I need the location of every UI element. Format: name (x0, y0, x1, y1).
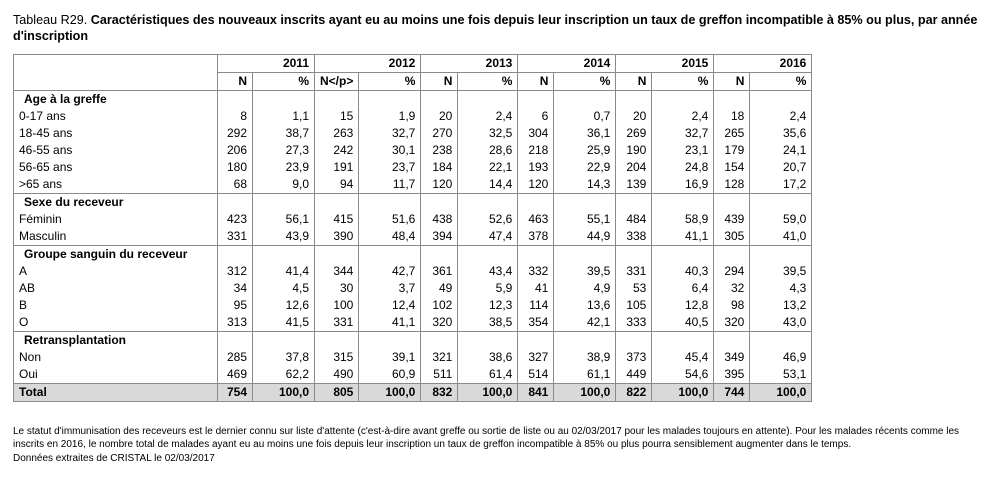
count-cell: 361 (421, 263, 458, 280)
empty-cell (218, 246, 253, 264)
total-count-cell: 744 (714, 384, 750, 402)
percent-cell: 16,9 (652, 176, 714, 194)
count-cell: 8 (218, 108, 253, 125)
empty-cell (315, 246, 359, 264)
n-header: N (421, 73, 458, 91)
section-title: Sexe du receveur (14, 194, 218, 212)
count-cell: 438 (421, 211, 458, 228)
total-percent-cell: 100,0 (458, 384, 518, 402)
row-label: 56-65 ans (14, 159, 218, 176)
row-label: 0-17 ans (14, 108, 218, 125)
row-label: Oui (14, 366, 218, 384)
percent-cell: 44,9 (554, 228, 616, 246)
percent-cell: 43,0 (750, 314, 812, 332)
year-header: 2013 (421, 55, 518, 73)
empty-cell (750, 332, 812, 350)
count-cell: 484 (616, 211, 652, 228)
percent-cell: 61,1 (554, 366, 616, 384)
empty-cell (518, 246, 554, 264)
count-cell: 20 (421, 108, 458, 125)
percent-cell: 39,5 (554, 263, 616, 280)
count-cell: 114 (518, 297, 554, 314)
count-cell: 270 (421, 125, 458, 142)
empty-cell (458, 332, 518, 350)
empty-cell (253, 91, 315, 109)
empty-cell (554, 332, 616, 350)
empty-cell (253, 246, 315, 264)
percent-cell: 41,5 (253, 314, 315, 332)
count-cell: 242 (315, 142, 359, 159)
table-row (14, 142, 812, 159)
count-cell: 105 (616, 297, 652, 314)
count-cell: 94 (315, 176, 359, 194)
total-count-cell: 832 (421, 384, 458, 402)
row-label: >65 ans (14, 176, 218, 194)
empty-cell (421, 246, 458, 264)
n-header: N (616, 73, 652, 91)
count-cell: 333 (616, 314, 652, 332)
empty-cell (518, 91, 554, 109)
percent-cell: 13,6 (554, 297, 616, 314)
corner-cell-sub (14, 73, 218, 91)
percent-cell: 2,4 (750, 108, 812, 125)
section-header (14, 91, 812, 109)
count-cell: 102 (421, 297, 458, 314)
section-header (14, 332, 812, 350)
corner-cell (14, 55, 218, 73)
count-cell: 20 (616, 108, 652, 125)
percent-cell: 12,4 (359, 297, 421, 314)
count-cell: 469 (218, 366, 253, 384)
percent-header: % (458, 73, 518, 91)
count-cell: 204 (616, 159, 652, 176)
total-percent-cell: 100,0 (750, 384, 812, 402)
count-cell: 344 (315, 263, 359, 280)
percent-cell: 23,9 (253, 159, 315, 176)
row-label: 18-45 ans (14, 125, 218, 142)
percent-cell: 41,4 (253, 263, 315, 280)
count-cell: 68 (218, 176, 253, 194)
count-cell: 321 (421, 349, 458, 366)
percent-cell: 54,6 (652, 366, 714, 384)
count-cell: 332 (518, 263, 554, 280)
percent-cell: 4,9 (554, 280, 616, 297)
count-cell: 180 (218, 159, 253, 176)
count-cell: 18 (714, 108, 750, 125)
count-cell: 218 (518, 142, 554, 159)
count-cell: 191 (315, 159, 359, 176)
table-row (14, 228, 812, 246)
total-count-cell: 841 (518, 384, 554, 402)
empty-cell (554, 246, 616, 264)
empty-cell (421, 194, 458, 212)
section-title: Retransplantation (14, 332, 218, 350)
percent-cell: 9,0 (253, 176, 315, 194)
count-cell: 41 (518, 280, 554, 297)
percent-cell: 12,6 (253, 297, 315, 314)
percent-cell: 55,1 (554, 211, 616, 228)
percent-cell: 36,1 (554, 125, 616, 142)
count-cell: 415 (315, 211, 359, 228)
percent-cell: 39,1 (359, 349, 421, 366)
table-number: Tableau R29. (13, 13, 88, 27)
percent-cell: 38,7 (253, 125, 315, 142)
percent-cell: 17,2 (750, 176, 812, 194)
percent-cell: 62,2 (253, 366, 315, 384)
table-row (14, 176, 812, 194)
empty-cell (359, 246, 421, 264)
empty-cell (616, 246, 652, 264)
total-percent-cell: 100,0 (253, 384, 315, 402)
percent-cell: 32,7 (359, 125, 421, 142)
empty-cell (554, 91, 616, 109)
percent-header: % (359, 73, 421, 91)
subheader-row (14, 73, 812, 91)
empty-cell (616, 91, 652, 109)
percent-cell: 47,4 (458, 228, 518, 246)
count-cell: 190 (616, 142, 652, 159)
percent-cell: 28,6 (458, 142, 518, 159)
empty-cell (714, 194, 750, 212)
percent-cell: 56,1 (253, 211, 315, 228)
percent-header: % (652, 73, 714, 91)
empty-cell (458, 246, 518, 264)
section-title: Age à la greffe (14, 91, 218, 109)
empty-cell (359, 194, 421, 212)
row-label: O (14, 314, 218, 332)
table-row (14, 211, 812, 228)
count-cell: 514 (518, 366, 554, 384)
percent-cell: 43,9 (253, 228, 315, 246)
count-cell: 305 (714, 228, 750, 246)
count-cell: 327 (518, 349, 554, 366)
section-header (14, 246, 812, 264)
empty-cell (652, 246, 714, 264)
percent-cell: 3,7 (359, 280, 421, 297)
row-label: B (14, 297, 218, 314)
empty-cell (218, 194, 253, 212)
total-row (14, 384, 812, 402)
empty-cell (458, 91, 518, 109)
count-cell: 395 (714, 366, 750, 384)
year-header: 2012 (315, 55, 421, 73)
total-percent-cell: 100,0 (652, 384, 714, 402)
percent-cell: 40,3 (652, 263, 714, 280)
percent-cell: 35,6 (750, 125, 812, 142)
empty-cell (421, 91, 458, 109)
total-count-cell: 822 (616, 384, 652, 402)
percent-cell: 52,6 (458, 211, 518, 228)
percent-cell: 43,4 (458, 263, 518, 280)
percent-cell: 12,8 (652, 297, 714, 314)
count-cell: 120 (518, 176, 554, 194)
empty-cell (218, 332, 253, 350)
count-cell: 423 (218, 211, 253, 228)
count-cell: 439 (714, 211, 750, 228)
percent-cell: 61,4 (458, 366, 518, 384)
percent-cell: 6,4 (652, 280, 714, 297)
empty-cell (253, 332, 315, 350)
count-cell: 394 (421, 228, 458, 246)
row-label: Non (14, 349, 218, 366)
n-header: N (714, 73, 750, 91)
percent-cell: 38,6 (458, 349, 518, 366)
percent-cell: 48,4 (359, 228, 421, 246)
percent-cell: 23,1 (652, 142, 714, 159)
count-cell: 120 (421, 176, 458, 194)
empty-cell (750, 194, 812, 212)
count-cell: 154 (714, 159, 750, 176)
n-header: N (218, 73, 253, 91)
section-title: Groupe sanguin du receveur (14, 246, 218, 264)
row-label: Masculin (14, 228, 218, 246)
year-header-row (14, 55, 812, 73)
total-count-cell: 805 (315, 384, 359, 402)
total-label: Total (14, 384, 218, 402)
percent-cell: 51,6 (359, 211, 421, 228)
percent-cell: 0,7 (554, 108, 616, 125)
table-row (14, 125, 812, 142)
percent-cell: 2,4 (652, 108, 714, 125)
count-cell: 331 (218, 228, 253, 246)
count-cell: 269 (616, 125, 652, 142)
percent-cell: 24,8 (652, 159, 714, 176)
total-percent-cell: 100,0 (554, 384, 616, 402)
count-cell: 193 (518, 159, 554, 176)
count-cell: 285 (218, 349, 253, 366)
percent-cell: 41,0 (750, 228, 812, 246)
percent-cell: 11,7 (359, 176, 421, 194)
percent-cell: 42,1 (554, 314, 616, 332)
n-header: N (518, 73, 554, 91)
count-cell: 184 (421, 159, 458, 176)
count-cell: 354 (518, 314, 554, 332)
count-cell: 95 (218, 297, 253, 314)
percent-cell: 13,2 (750, 297, 812, 314)
empty-cell (714, 246, 750, 264)
total-count-cell: 754 (218, 384, 253, 402)
count-cell: 463 (518, 211, 554, 228)
count-cell: 449 (616, 366, 652, 384)
percent-cell: 5,9 (458, 280, 518, 297)
percent-cell: 24,1 (750, 142, 812, 159)
empty-cell (714, 91, 750, 109)
count-cell: 139 (616, 176, 652, 194)
empty-cell (750, 246, 812, 264)
percent-cell: 25,9 (554, 142, 616, 159)
table-row (14, 297, 812, 314)
row-label: A (14, 263, 218, 280)
percent-cell: 39,5 (750, 263, 812, 280)
empty-cell (652, 91, 714, 109)
empty-cell (616, 194, 652, 212)
empty-cell (421, 332, 458, 350)
count-cell: 490 (315, 366, 359, 384)
empty-cell (518, 194, 554, 212)
percent-cell: 4,3 (750, 280, 812, 297)
percent-cell: 1,9 (359, 108, 421, 125)
empty-cell (616, 332, 652, 350)
count-cell: 292 (218, 125, 253, 142)
percent-cell: 40,5 (652, 314, 714, 332)
year-header: 2015 (616, 55, 714, 73)
row-label: 46-55 ans (14, 142, 218, 159)
count-cell: 179 (714, 142, 750, 159)
empty-cell (315, 194, 359, 212)
percent-cell: 37,8 (253, 349, 315, 366)
count-cell: 320 (421, 314, 458, 332)
percent-cell: 14,3 (554, 176, 616, 194)
count-cell: 263 (315, 125, 359, 142)
table-row (14, 314, 812, 332)
percent-cell: 41,1 (652, 228, 714, 246)
empty-cell (554, 194, 616, 212)
count-cell: 511 (421, 366, 458, 384)
percent-cell: 20,7 (750, 159, 812, 176)
table-row (14, 159, 812, 176)
row-label: AB (14, 280, 218, 297)
total-percent-cell: 100,0 (359, 384, 421, 402)
count-cell: 373 (616, 349, 652, 366)
percent-header: % (750, 73, 812, 91)
count-cell: 98 (714, 297, 750, 314)
empty-cell (714, 332, 750, 350)
percent-cell: 59,0 (750, 211, 812, 228)
empty-cell (518, 332, 554, 350)
empty-cell (218, 91, 253, 109)
count-cell: 6 (518, 108, 554, 125)
count-cell: 128 (714, 176, 750, 194)
footnotes (13, 425, 978, 465)
footnote-source: Données extraites de CRISTAL le 02/03/2017 (13, 452, 215, 464)
count-cell: 338 (616, 228, 652, 246)
percent-cell: 23,7 (359, 159, 421, 176)
count-cell: 32 (714, 280, 750, 297)
count-cell: 53 (616, 280, 652, 297)
count-cell: 49 (421, 280, 458, 297)
table-caption: Caractéristiques des nouveaux inscrits ayant eu au moins une fois depuis leur inscription un taux de greffon incompatible à 85% ou plus, par année d'inscription (13, 13, 978, 43)
percent-cell: 30,1 (359, 142, 421, 159)
footnote-immunisation: Le statut d'immunisation des receveurs est le dernier connu sur liste d'attente (c'est-à-dire avant greffe ou sortie de liste ou au 02/03/2017 pour les malades toujours en attente). Pour les malades récents comme les inscrits en 2016, le nombre total de malades ayant eu au moins une fois depuis leur inscription un taux de greffon incompatible à 85% ou plus pourra sensiblement augmenter dans le temps. (13, 426, 960, 451)
table-row (14, 263, 812, 280)
count-cell: 34 (218, 280, 253, 297)
empty-cell (359, 332, 421, 350)
percent-cell: 38,9 (554, 349, 616, 366)
percent-cell: 1,1 (253, 108, 315, 125)
count-cell: 331 (616, 263, 652, 280)
count-cell: 378 (518, 228, 554, 246)
percent-cell: 22,1 (458, 159, 518, 176)
percent-cell: 27,3 (253, 142, 315, 159)
empty-cell (652, 194, 714, 212)
count-cell: 349 (714, 349, 750, 366)
year-header: 2014 (518, 55, 616, 73)
percent-header: % (253, 73, 315, 91)
table-row (14, 108, 812, 125)
empty-cell (253, 194, 315, 212)
row-label: Féminin (14, 211, 218, 228)
table-row (14, 280, 812, 297)
percent-cell: 32,7 (652, 125, 714, 142)
percent-cell: 4,5 (253, 280, 315, 297)
count-cell: 304 (518, 125, 554, 142)
empty-cell (359, 91, 421, 109)
percent-cell: 22,9 (554, 159, 616, 176)
count-cell: 238 (421, 142, 458, 159)
percent-cell: 41,1 (359, 314, 421, 332)
percent-cell: 60,9 (359, 366, 421, 384)
percent-cell: 42,7 (359, 263, 421, 280)
n-header: N</p> (315, 73, 359, 91)
table-title (13, 12, 988, 44)
section-header (14, 194, 812, 212)
count-cell: 294 (714, 263, 750, 280)
count-cell: 206 (218, 142, 253, 159)
empty-cell (315, 332, 359, 350)
data-table (13, 54, 812, 402)
percent-cell: 45,4 (652, 349, 714, 366)
year-header: 2016 (714, 55, 812, 73)
count-cell: 390 (315, 228, 359, 246)
percent-cell: 2,4 (458, 108, 518, 125)
empty-cell (458, 194, 518, 212)
percent-header: % (554, 73, 616, 91)
count-cell: 100 (315, 297, 359, 314)
empty-cell (315, 91, 359, 109)
count-cell: 313 (218, 314, 253, 332)
table-row (14, 366, 812, 384)
count-cell: 312 (218, 263, 253, 280)
count-cell: 265 (714, 125, 750, 142)
count-cell: 30 (315, 280, 359, 297)
count-cell: 320 (714, 314, 750, 332)
percent-cell: 14,4 (458, 176, 518, 194)
percent-cell: 46,9 (750, 349, 812, 366)
empty-cell (652, 332, 714, 350)
percent-cell: 53,1 (750, 366, 812, 384)
percent-cell: 58,9 (652, 211, 714, 228)
year-header: 2011 (218, 55, 315, 73)
table-row (14, 349, 812, 366)
count-cell: 315 (315, 349, 359, 366)
empty-cell (750, 91, 812, 109)
percent-cell: 12,3 (458, 297, 518, 314)
count-cell: 331 (315, 314, 359, 332)
percent-cell: 32,5 (458, 125, 518, 142)
count-cell: 15 (315, 108, 359, 125)
percent-cell: 38,5 (458, 314, 518, 332)
